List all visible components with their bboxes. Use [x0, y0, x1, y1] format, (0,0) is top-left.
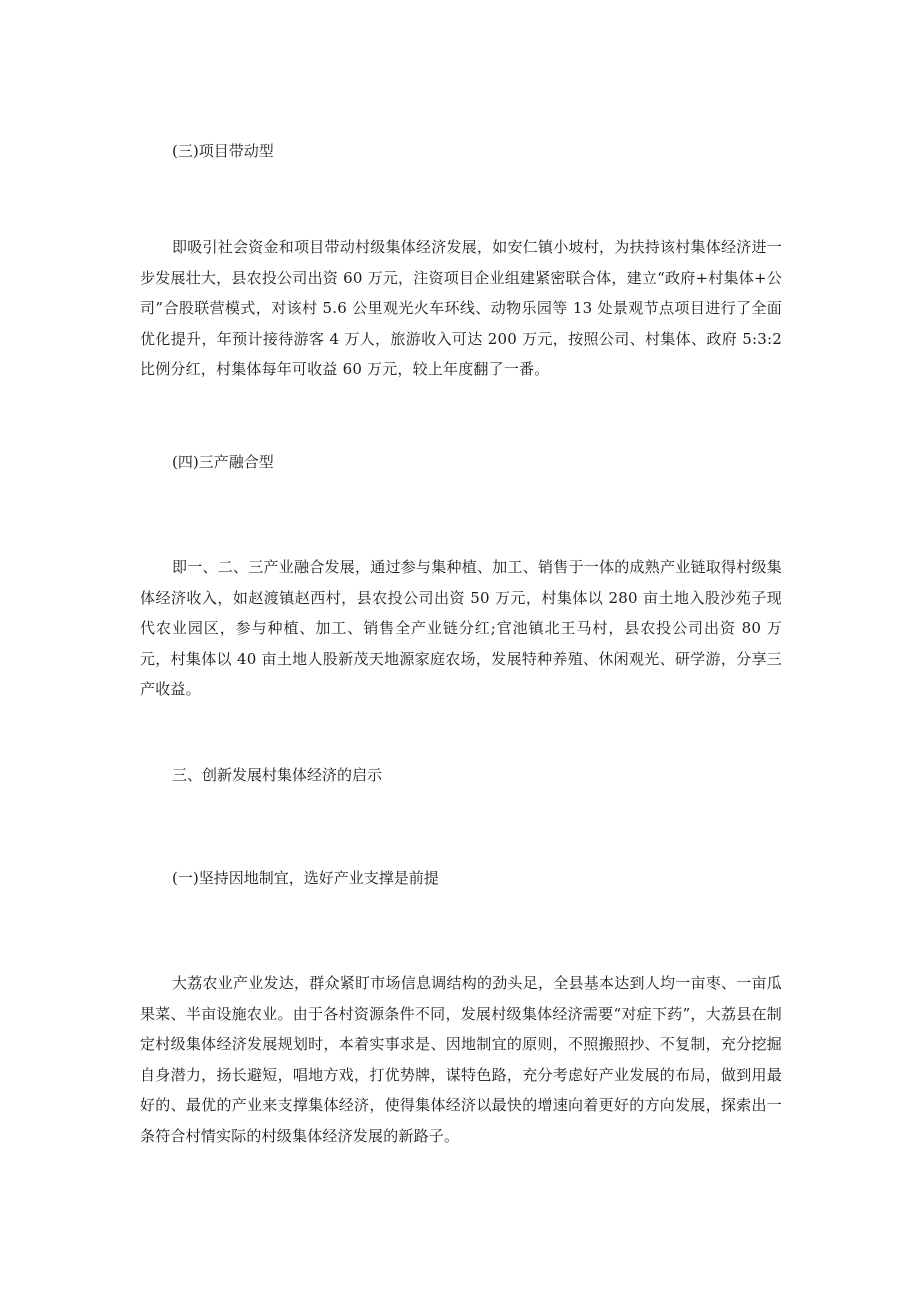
paragraph-project-driven: 即吸引社会资金和项目带动村级集体经济发展，如安仁镇小坡村，为扶持该村集体经济进一步发展壮大，县农投公司出资 60 万元，注资项目企业组建紧密联合体，建立“政府+村集体+公司”合股联营模式，对该村 5.6 公里观光火车环线、动物乐园等 13 处景观节点项目进行了全面优化提升，年预计接待游客 4 万人，旅游收入可达 200 万元，按照公司、村集体、政府 5:3:2 比例分红，村集体每年可收益 60 万元，较上年度翻了一番。 [140, 238, 782, 379]
paragraph-local-conditions: 大荔农业产业发达，群众紧盯市场信息调结构的劲头足，全县基本达到人均一亩枣、一亩瓜果菜、半亩设施农业。由于各村资源条件不同，发展村级集体经济需要“对症下药”，大荔县在制定村级集体经济发展规划时，本着实事求是、因地制宜的原则，不照搬照抄、不复制，充分挖掘自身潜力，扬长避短，唱地方戏，打优势牌，谋特色路，充分考虑好产业发展的布局，做到用最好的、最优的产业来支撑集体经济，使得集体经济以最快的增速向着更好的方向发展，探索出一条符合村情实际的村级集体经济发展的新路子。 [140, 974, 782, 1145]
subsection-heading-local-conditions: (一)坚持因地制宜，选好产业支撑是前提 [172, 869, 439, 887]
section-heading-project-driven: (三)项目带动型 [172, 142, 274, 160]
section-heading-insights: 三、创新发展村集体经济的启示 [172, 766, 383, 784]
paragraph-industry-integration: 即一、二、三产业融合发展，通过参与集种植、加工、销售于一体的成熟产业链取得村级集体经济收入，如赵渡镇赵西村，县农投公司出资 50 万元，村集体以 280 亩土地入股沙苑子现代农业园区，参与种植、加工、销售全产业链分红;官池镇北王马村，县农投公司出资 80 万元，村集体以 40 亩土地人股新茂天地源家庭农场，发展特种养殖、休闲观光、研学游，分享三产收益。 [140, 558, 782, 699]
section-heading-industry-integration: (四)三产融合型 [172, 453, 274, 471]
